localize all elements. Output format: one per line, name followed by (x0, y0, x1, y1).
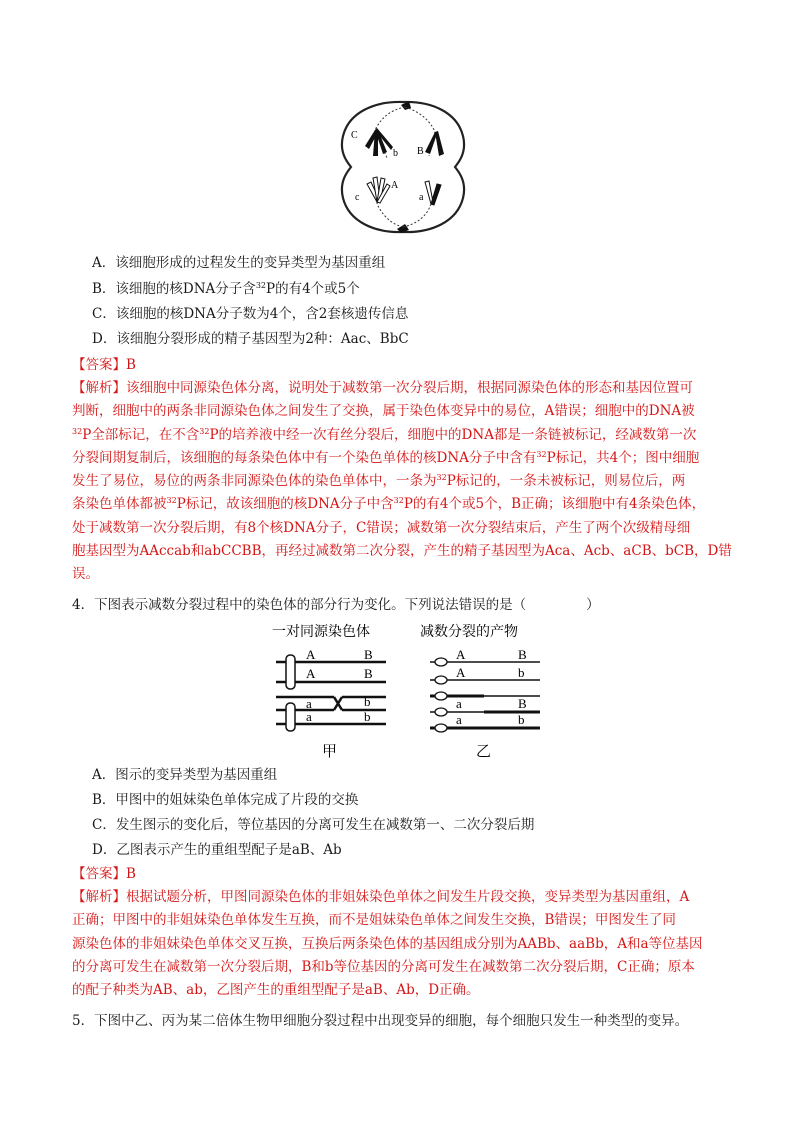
q4-explanation-line: 的配子种类为AB、ab，乙图产生的重组型配子是aB、Ab，D正确。 (72, 982, 480, 999)
q3-option-d: D．该细胞分裂形成的精子基因型为2种：Aac、BbC (92, 331, 409, 347)
q3-explanation-line: 分裂间期复制后，该细胞的每条染色体中有一个染色单体的核DNA分子中含有$^{32}$P标记，共4个；图中细胞 (72, 449, 700, 466)
q3-option-c: C．该细胞的核DNA分子数为4个，含2套核遗传信息 (92, 306, 409, 322)
right-gene-2A: A (456, 665, 466, 680)
q3-explanation-line: 条染色单体都被$^{32}$P标记，故该细胞的核DNA分子中含$^{32}$P的有4个或5个，B正确；该细胞中有4条染色体， (72, 496, 706, 513)
q4-answer: 【答案】B (72, 866, 136, 882)
right-gene-4b: b (518, 712, 525, 727)
q4-explanation (72, 886, 732, 1002)
q4-explanation-line: 正确；甲图中的非姐妹染色单体发生互换，而不是姐妹染色单体之间发生交换，B错误；甲图发生了同 (72, 912, 676, 929)
right-gene-4a: a (456, 712, 462, 727)
q3-option-a: A．该细胞形成的过程发生的变异类型为基因重组 (92, 255, 386, 271)
figure-left-title: 一对同源染色体 (272, 624, 370, 640)
q3-explanation-line: 胞基因型为AAccab和abCCBB，再经过减数第二次分裂，产生的精子基因型为Aca、Acb、aCB、bCB，D错 (72, 543, 732, 560)
right-gene-3a: a (456, 696, 462, 711)
left-gene-3b: b (364, 694, 371, 709)
q3-option-b: B．该细胞的核DNA分子含$^{32}$P的有4个或5个 (92, 281, 360, 297)
left-gene-4b: b (364, 709, 371, 724)
q4-option-c: C．发生图示的变化后，等位基因的分离可发生在减数第一、二次分裂后期 (92, 817, 535, 833)
q4-explanation-line: 的分离可发生在减数第一次分裂后期，B和b等位基因的分离可发生在减数第二次分裂后期，C正确；原本 (72, 958, 695, 975)
q3-explanation-line: 【解析】该细胞中同源染色体分离，说明处于减数第一次分裂后期，根据同源染色体的形态和基因位置可 (72, 380, 693, 396)
crossing-over-figure (270, 622, 570, 762)
q4-option-b: B．甲图中的姐妹染色单体完成了片段的交换 (92, 792, 359, 808)
figure-right-caption: 乙 (476, 742, 492, 760)
gene-label-c: c (355, 192, 360, 203)
q4-explanation-line: 源染色体的非姐妹染色单体交叉互换，互换后两条染色体的基因组成分别为AABb、aaBb，A和a等位基因 (72, 935, 703, 952)
q3-answer: 【答案】B (72, 357, 136, 373)
right-gene-1A: A (456, 647, 466, 662)
right-gene-2b: b (518, 665, 525, 680)
gene-label-a: a (419, 192, 424, 203)
gene-label-B: B (417, 146, 424, 157)
q3-explanation-line: 处于减数第一次分裂后期，有8个核DNA分子，C错误；减数第一次分裂结束后，产生了两个次级精母细 (72, 519, 691, 536)
left-gene-1B: B (364, 647, 373, 662)
q3-explanation-line: 误。 (72, 566, 99, 583)
q4-explanation-line: 【解析】根据试题分析，甲图同源染色体的非姐妹染色单体之间发生片段交换，变异类型为基因重组，A (72, 889, 690, 905)
q3-explanation-line: 判断，细胞中的两条非同源染色体之间发生了交换，属于染色体变异中的易位，A错误；细胞中的DNA被 (72, 403, 695, 420)
q5-stem: 5．下图中乙、丙为某二倍体生物甲细胞分裂过程中出现变异的细胞，每个细胞只发生一种类型的变异。 (72, 1013, 689, 1029)
left-gene-2B: B (364, 666, 373, 681)
q3-explanation-line: $^{32}$P全部标记，在不含$^{32}$P的培养液中经一次有丝分裂后，细胞中的DNA都是一条链被标记，经减数第一次 (72, 426, 697, 443)
gene-label-A: A (391, 180, 399, 191)
left-gene-1A: A (306, 647, 316, 662)
figure-left-caption: 甲 (322, 742, 338, 760)
gene-label-C: C (351, 130, 358, 141)
gene-label-b: b (393, 148, 398, 159)
figure-right-title: 减数分裂的产物 (420, 624, 518, 640)
q3-explanation (72, 377, 732, 587)
q3-explanation-line: 发生了易位，易位的两条非同源染色体的染色单体中，一条为$^{32}$P标记的，一条未被标记，则易位后，两 (72, 473, 686, 490)
left-gene-2A: A (306, 666, 316, 681)
q4-stem: 4．下图表示减数分裂过程中的染色体的部分行为变化。下列说法错误的是（ ） (72, 597, 600, 613)
q4-option-a: A．图示的变异类型为基因重组 (92, 767, 278, 783)
q4-option-d: D．乙图表示产生的重组型配子是aB、Ab (92, 842, 342, 858)
left-gene-3a: a (306, 696, 312, 711)
right-gene-1B: B (518, 647, 527, 662)
cell-division-figure (335, 96, 471, 238)
right-gene-3B: B (518, 696, 527, 711)
left-gene-4a: a (306, 709, 312, 724)
